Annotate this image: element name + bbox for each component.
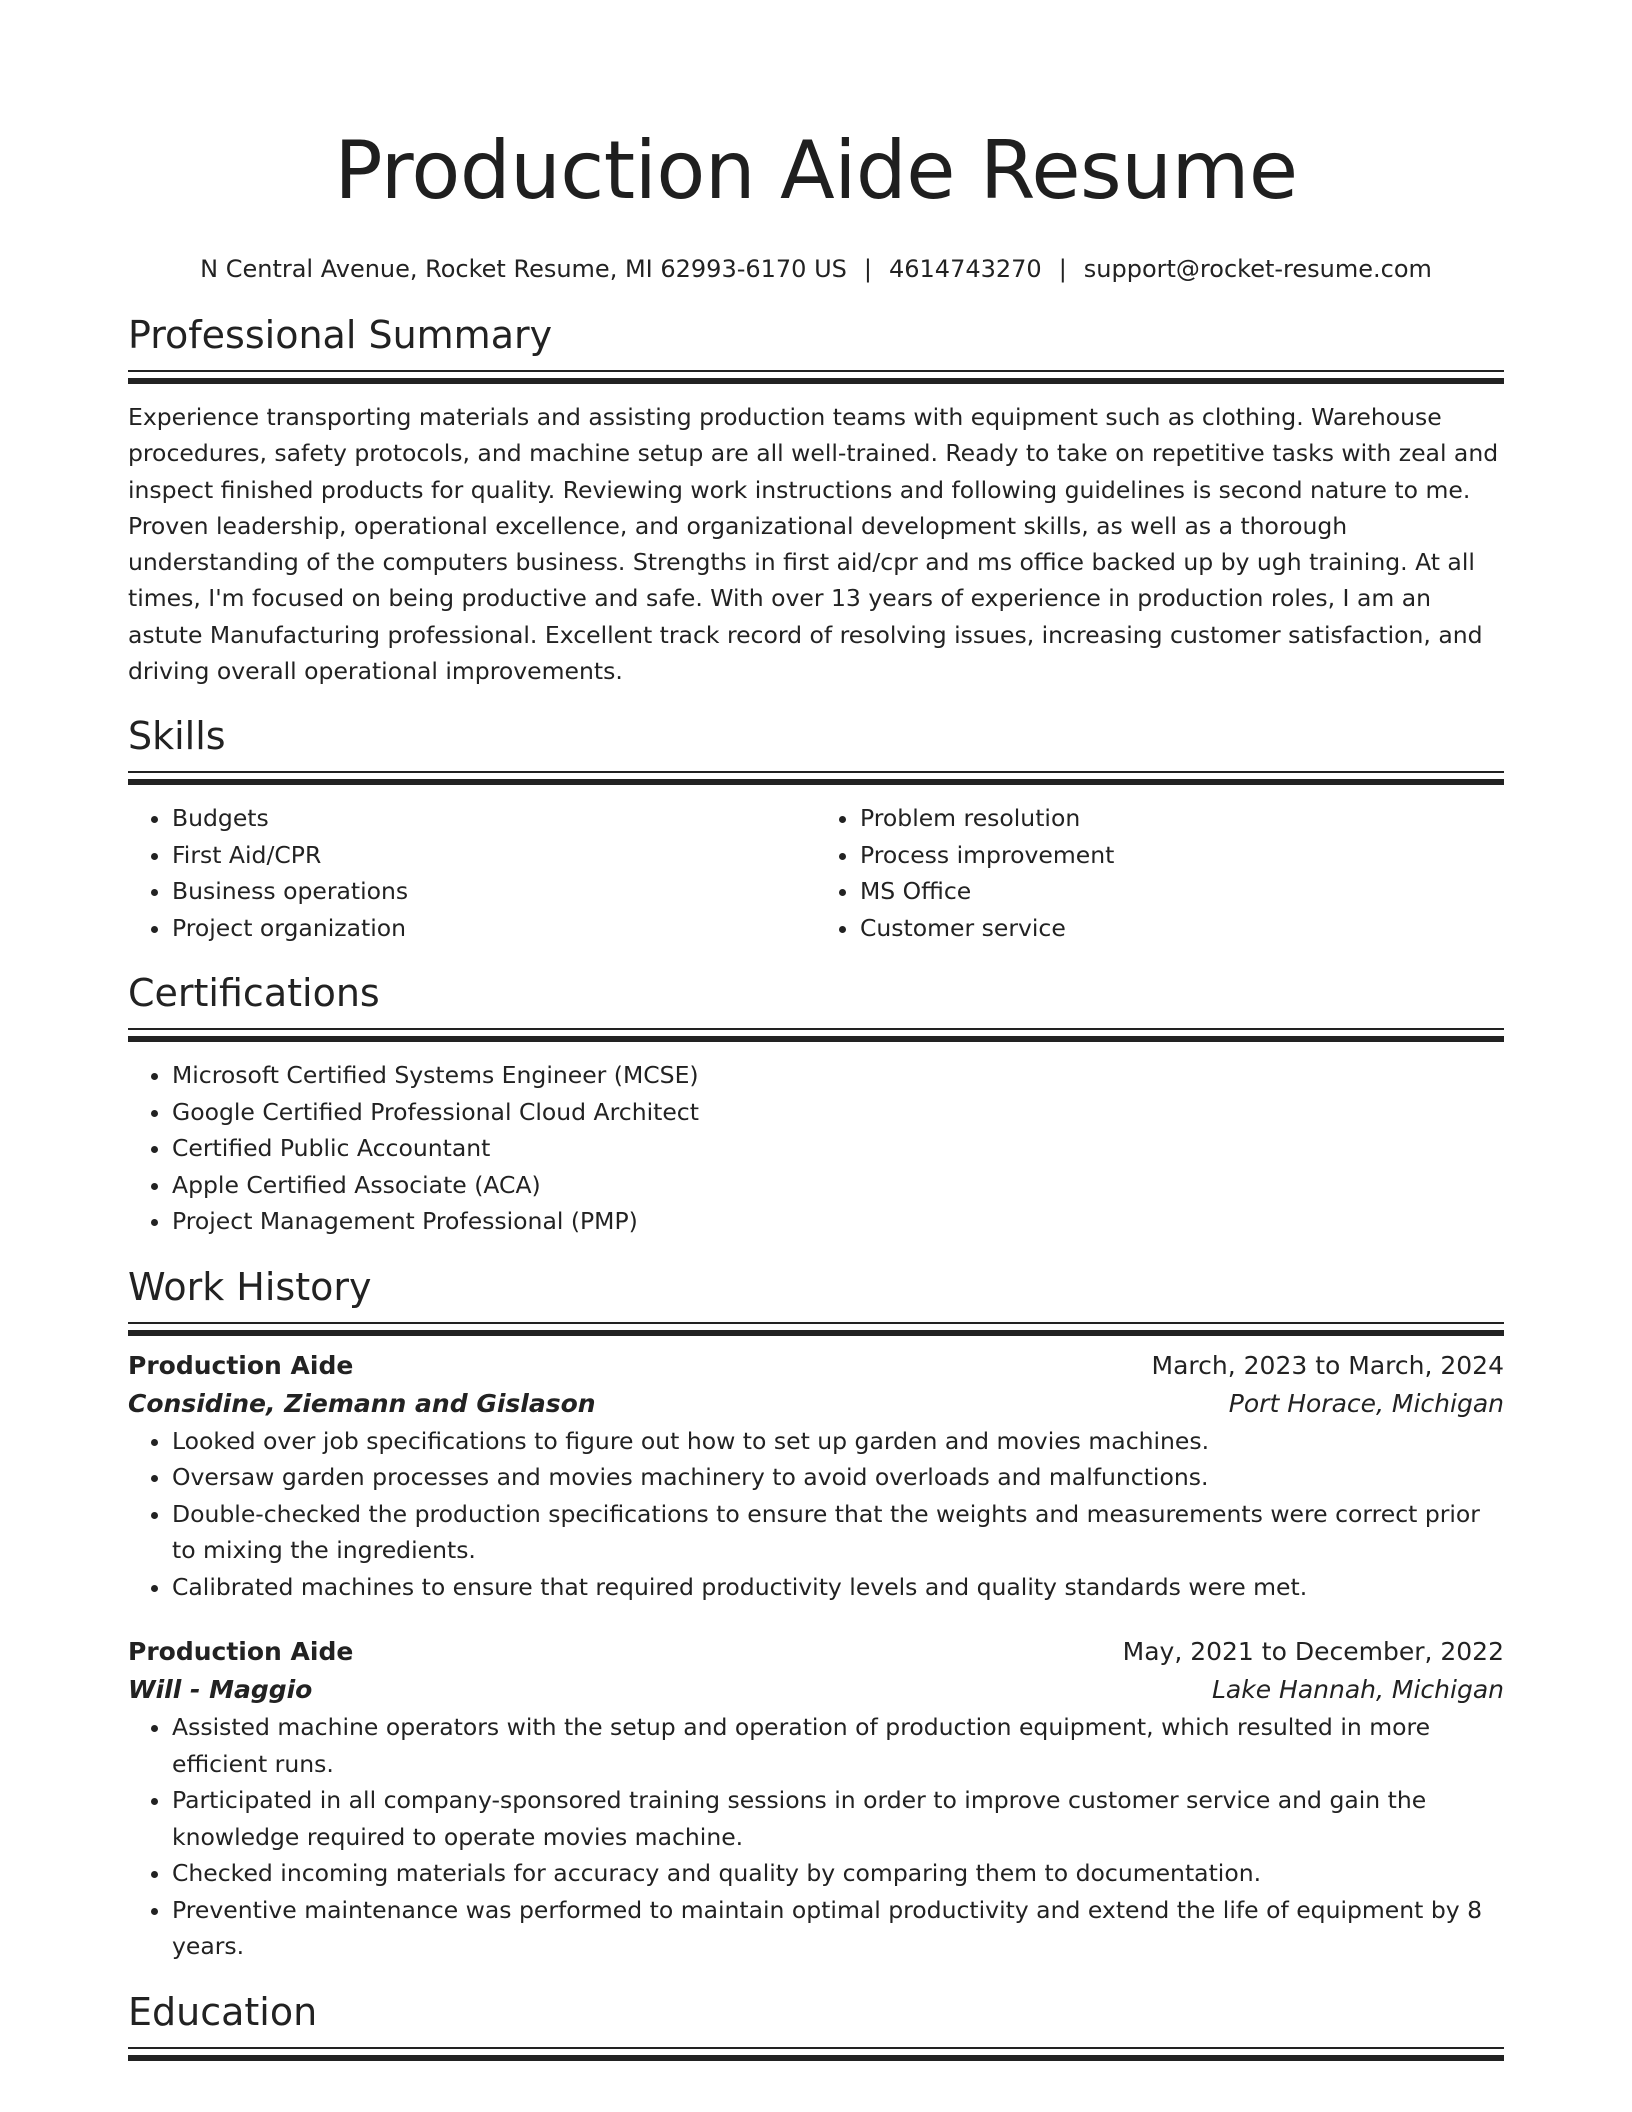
job-location: Lake Hannah, Michigan <box>1211 1675 1504 1705</box>
skills-section <box>128 711 1504 946</box>
list-item: • Oversaw garden processes and movies machinery to avoid overloads and malfunctions. <box>172 1459 1504 1496</box>
list-item: • Participated in all company-sponsored training sessions in order to improve customer service and gain the knowledge required to operate movies machine. <box>172 1782 1504 1855</box>
summary-heading: Professional Summary <box>128 313 553 357</box>
list-item: • Apple Certified Associate (ACA) <box>172 1167 1504 1204</box>
section-rule <box>128 370 1504 385</box>
job-company-row <box>128 1671 1504 1709</box>
job-entry <box>128 1347 1504 1606</box>
skills-heading: Skills <box>128 714 226 759</box>
list-item: • Microsoft Certified Systems Engineer (MCSE) <box>172 1057 1504 1094</box>
work-history-section <box>128 1262 1504 1965</box>
section-rule <box>128 2047 1504 2062</box>
job-dates: March, 2023 to March, 2024 <box>1151 1350 1504 1380</box>
list-item: • Budgets <box>172 800 816 837</box>
list-item: • Business operations <box>172 873 816 910</box>
job-dates: May, 2021 to December, 2022 <box>1122 1637 1504 1667</box>
job-header-row <box>128 1633 1504 1671</box>
job-company: Considine, Ziemann and Gislason <box>128 1388 596 1418</box>
job-location: Port Horace, Michigan <box>1228 1388 1504 1418</box>
education-heading: Education <box>128 1989 318 2034</box>
contact-phone: 4614743270 <box>888 255 1042 283</box>
job-company: Will - Maggio <box>128 1675 313 1705</box>
summary-section <box>128 310 1504 689</box>
section-rule <box>128 1322 1504 1337</box>
skills-list-right <box>816 800 1504 946</box>
list-item: • Preventive maintenance was performed to maintain optimal productivity and extend the life of equipment by 8 years. <box>172 1892 1504 1965</box>
certifications-heading: Certifications <box>128 971 380 1016</box>
list-item: • Looked over job specifications to figure out how to set up garden and movies machines. <box>172 1423 1504 1460</box>
contact-address: N Central Avenue, Rocket Resume, MI 62993-6170 US <box>200 255 847 283</box>
list-item: • Google Certified Professional Cloud Architect <box>172 1094 1504 1131</box>
job-header-row <box>128 1347 1504 1385</box>
list-item: • Customer service <box>860 910 1504 947</box>
list-item: • Project organization <box>172 910 816 947</box>
list-item: • Checked incoming materials for accuracy and quality by comparing them to documentation. <box>172 1855 1504 1892</box>
list-item: • MS Office <box>860 873 1504 910</box>
list-item: • Calibrated machines to ensure that required productivity levels and quality standards were met. <box>172 1569 1504 1606</box>
work-history-heading: Work History <box>128 1264 372 1309</box>
job-title: Production Aide <box>128 1637 354 1667</box>
skills-grid <box>128 800 1504 946</box>
job-entry <box>128 1633 1504 1965</box>
list-item: • Certified Public Accountant <box>172 1130 1504 1167</box>
list-item: • Project Management Professional (PMP) <box>172 1203 1504 1240</box>
section-rule <box>128 771 1504 786</box>
list-item: • Process improvement <box>860 837 1504 874</box>
resume-page <box>128 0 1504 2062</box>
summary-text: Experience transporting materials and assisting production teams with equipment such as clothing. Warehouse procedures, safety protocols, and machine setup are all well-trained. Ready to take on repetitive tasks with zeal and inspect finished products for quality. Reviewing work instructions and following guidelines is second nature to me. Proven leadership, operational excellence, and organizational development skills, as well as a thorough understanding of the computers business. Strengths in first aid/cpr and ms office backed up by ugh training. At all times, I'm focused on being productive and safe. With over 13 years of experience in production roles, I am an astute Manufacturing professional. Excellent track record of resolving issues, increasing customer satisfaction, and driving overall operational improvements. <box>128 403 1499 686</box>
contact-line <box>128 252 1504 286</box>
skills-list-left <box>128 800 816 946</box>
job-bullets <box>128 1423 1504 1606</box>
contact-separator: | <box>1058 255 1067 283</box>
certifications-list <box>128 1057 1504 1240</box>
list-item: • Problem resolution <box>860 800 1504 837</box>
list-item: • Double-checked the production specifications to ensure that the weights and measurements were correct prior to mixing the ingredients. <box>172 1496 1504 1569</box>
section-rule <box>128 1028 1504 1043</box>
contact-separator: | <box>863 255 872 283</box>
job-title: Production Aide <box>128 1350 354 1380</box>
list-item: • Assisted machine operators with the setup and operation of production equipment, which resulted in more efficient runs. <box>172 1709 1504 1782</box>
job-company-row <box>128 1385 1504 1423</box>
certifications-section <box>128 968 1504 1240</box>
contact-email: support@rocket-resume.com <box>1083 255 1432 283</box>
list-item: • First Aid/CPR <box>172 837 816 874</box>
resume-title: Production Aide Resume <box>334 124 1298 217</box>
education-section <box>128 1987 1504 2062</box>
job-bullets <box>128 1709 1504 1965</box>
